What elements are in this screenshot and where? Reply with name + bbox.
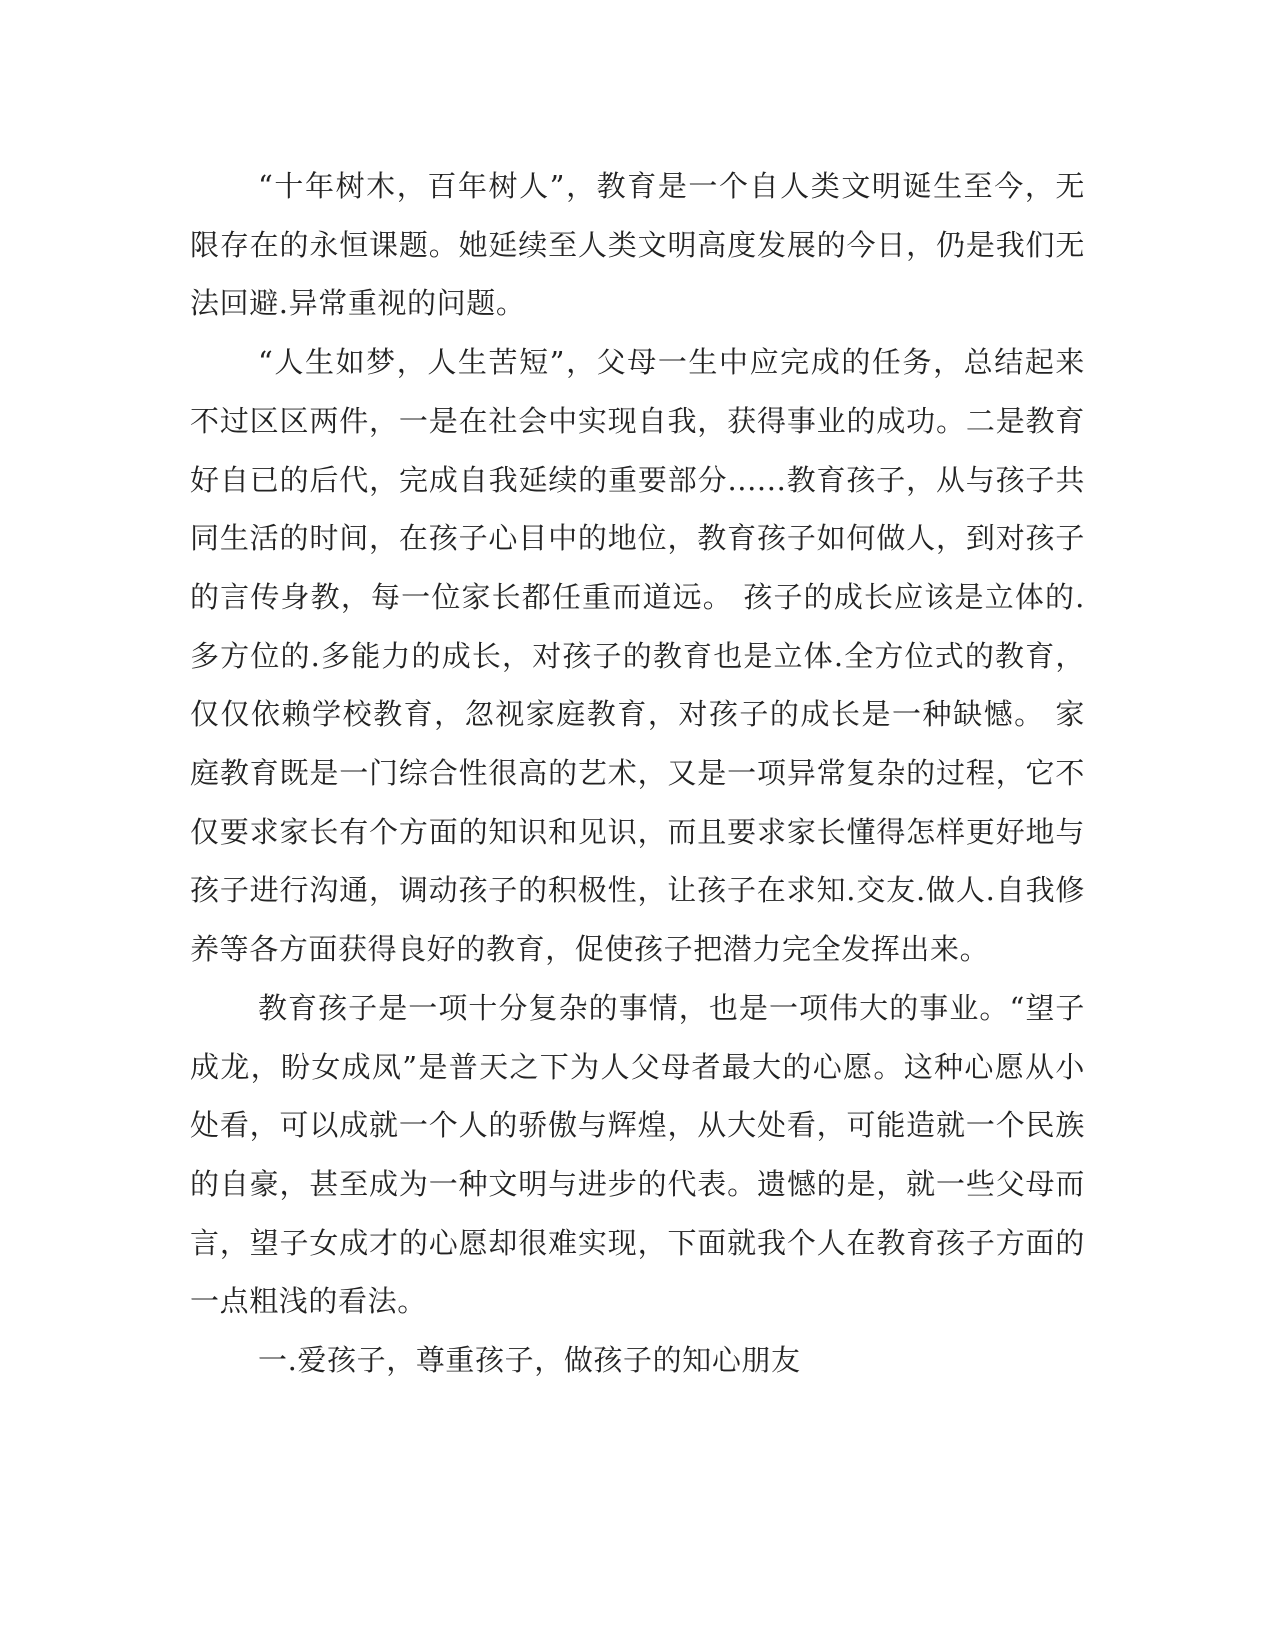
- paragraph-intro: “十年树木，百年树人”，教育是一个自人类文明诞生至今，无限存在的永恒课题。她延续至人类文明高度发展的今日，仍是我们无法回避.异常重视的问题。: [190, 169, 1085, 321]
- paragraph-parents-tasks: “人生如梦，人生苦短”，父母一生中应完成的任务，总结起来不过区区两件，一是在社会中实现自我，获得事业的成功。二是教育好自已的后代，完成自我延续的重要部分......教育孩子，从与孩子共同生活的时间，在孩子心目中的地位，教育孩子如何做人，到对孩子的言传身教，每一位家长都任重而道远。 孩子的成长应该是立体的.多方位的.多能力的成长，对孩子的教育也是立体.全方位式的教育，仅仅依赖学校教育，忽视家庭教育，对孩子的成长是一种缺憾。 家庭教育既是一门综合性很高的艺术，又是一项异常复杂的过程，它不仅要求家长有个方面的知识和见识，而且要求家长懂得怎样更好地与孩子进行沟通，调动孩子的积极性，让孩子在求知.交友.做人.自我修养等各方面获得良好的教育，促使孩子把潜力完全发挥出来。: [190, 345, 1085, 967]
- section-heading-1: 一.爱孩子，尊重孩子，做孩子的知心朋友: [258, 1343, 801, 1378]
- document-body: [190, 157, 1085, 1390]
- paragraph-education-undertaking: 教育孩子是一项十分复杂的事情，也是一项伟大的事业。“望子成龙，盼女成凤”是普天之下为人父母者最大的心愿。这种心愿从小处看，可以成就一个人的骄傲与辉煌，从大处看，可能造就一个民族的自豪，甚至成为一种文明与进步的代表。遗憾的是，就一些父母而言，望子女成才的心愿却很难实现，下面就我个人在教育孩子方面的一点粗浅的看法。: [190, 990, 1085, 1319]
